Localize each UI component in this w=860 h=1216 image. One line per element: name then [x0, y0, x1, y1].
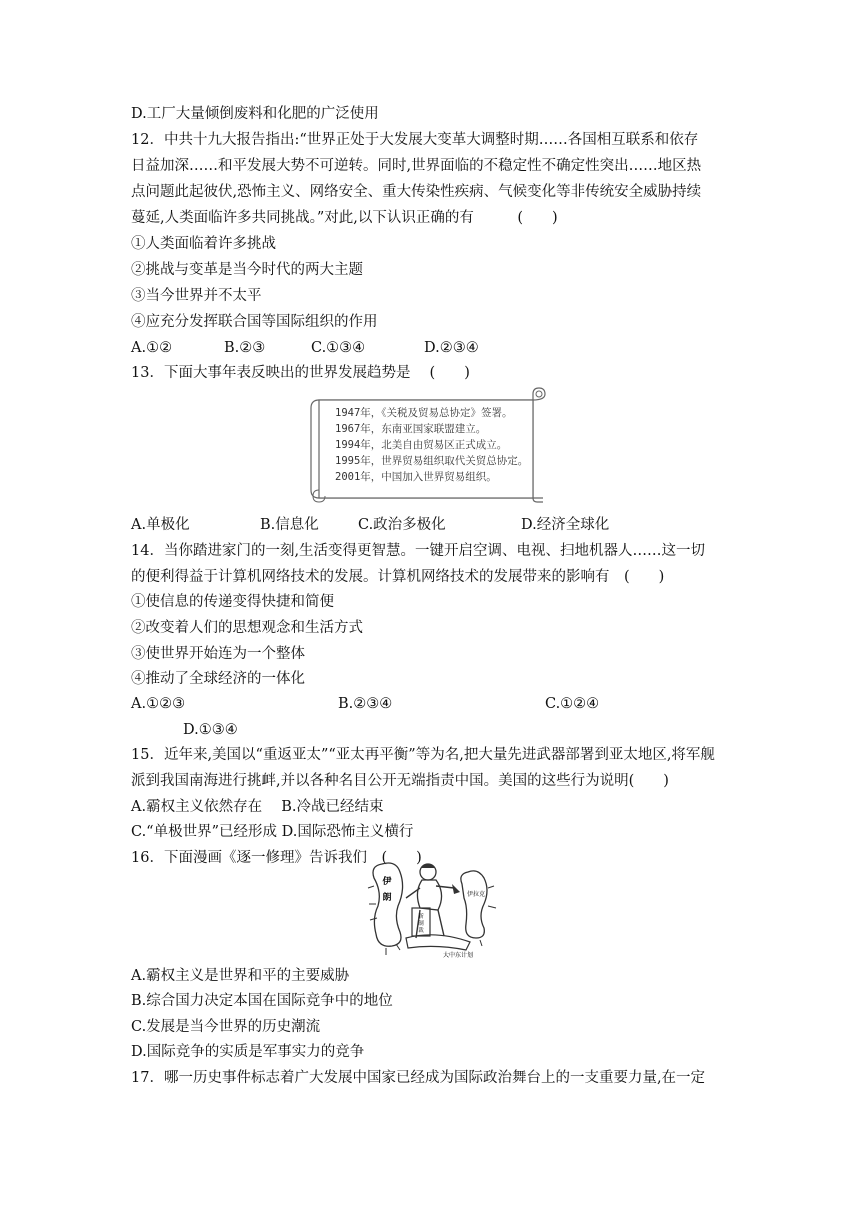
q14-option-b: B.②③④: [338, 696, 393, 712]
cartoon-label: 新: [418, 914, 424, 920]
q12-stem-line-1: 12．中共十九大报告指出:“世界正处于大发展大变革大调整时期……各国相互联系和依存: [131, 132, 699, 148]
q13-option-c: C.政治多极化: [358, 517, 446, 533]
q12-item-3: ③当今世界并不太平: [131, 288, 262, 304]
q16-option-c: C.发展是当今世界的历史潮流: [131, 1019, 321, 1035]
q16-option-b: B.综合国力决定本国在国际竞争中的地位: [131, 993, 393, 1009]
timeline-event: 1947年，《关税及贸易总协定》签署。: [335, 407, 513, 419]
q12-stem-line-2: 日益加深……和平发展大势不可逆转。同时,世界面临的不稳定性不确定性突出……地区热: [131, 158, 702, 174]
q15-stem-line-1: 15．近年来,美国以“重返亚太”“亚太再平衡”等为名,把大量先进武器部署到亚太地区,将军舰: [131, 747, 715, 763]
timeline-event: 1994年，北美自由贸易区正式成立。: [335, 439, 508, 451]
q16-stem: 16．下面漫画《逐一修理》告诉我们 ( ): [131, 850, 422, 866]
q14-item-4: ④推动了全球经济的一体化: [131, 671, 305, 687]
cartoon-label: 制: [418, 921, 424, 927]
q12-option-d: D.②③④: [424, 340, 479, 356]
q14-stem-line-1: 14．当你踏进家门的一刻,生活变得更智慧。一键开启空调、电视、扫地机器人……这一切: [131, 543, 706, 559]
q12-item-2: ②挑战与变革是当今时代的两大主题: [131, 262, 363, 278]
timeline-event: 1967年，东南亚国家联盟建立。: [335, 423, 487, 435]
q13-option-d: D.经济全球化: [521, 517, 610, 533]
q12-item-1: ①人类面临着许多挑战: [131, 236, 276, 252]
q13-option-b: B.信息化: [260, 517, 319, 533]
timeline-event: 1995年，世界贸易组织取代关贸总协定。: [335, 455, 529, 467]
q15-options-line-1: A.霸权主义依然存在 B.冷战已经结束: [131, 799, 384, 815]
q14-option-a: A.①②③: [131, 696, 186, 712]
q14-option-d: D.①③④: [183, 722, 238, 738]
timeline-event: 2001年，中国加入世界贸易组织。: [335, 471, 497, 483]
q15-stem-line-2: 派到我国南海进行挑衅,并以各种名目公开无端指责中国。美国的这些行为说明( ): [131, 773, 669, 789]
q17-stem-line-1: 17．哪一历史事件标志着广大发展中国家已经成为国际政治舞台上的一支重要力量,在一定: [131, 1070, 706, 1086]
cartoon-label: 大中东计划: [442, 952, 474, 959]
q12-option-b: B.②③: [224, 340, 266, 356]
cartoon-label: 朗: [382, 893, 392, 903]
q14-item-3: ③使世界开始连为一个整体: [131, 646, 305, 662]
q14-option-c: C.①②④: [545, 696, 600, 712]
q14-stem-line-2: 的便利得益于计算机网络技术的发展。计算机网络技术的发展带来的影响有 ( ): [131, 569, 665, 585]
cartoon-label: 伊: [382, 877, 392, 887]
q16-option-a: A.霸权主义是世界和平的主要威胁: [131, 968, 350, 984]
q13-option-a: A.单极化: [131, 517, 190, 533]
q12-option-a: A.①②: [131, 340, 173, 356]
q12-option-c: C.①③④: [311, 340, 366, 356]
q11-option-d: D.工厂大量倾倒废料和化肥的广泛使用: [131, 106, 379, 122]
q13-stem: 13．下面大事年表反映出的世界发展趋势是 ( ): [131, 365, 470, 381]
q15-options-line-2: C.“单极世界”已经形成 D.国际恐怖主义横行: [131, 824, 414, 840]
q12-item-4: ④应充分发挥联合国等国际组织的作用: [131, 314, 378, 330]
cartoon-label: 伊拉克: [466, 891, 486, 898]
timeline-events: [335, 405, 528, 485]
q12-stem-line-3: 点问题此起彼伏,恐怖主义、网络安全、重大传染性疾病、气候变化等非传统安全威胁持续: [131, 184, 702, 200]
q12-stem-line-4: 蔓延,人类面临许多共同挑战。”对此,以下认识正确的有 ( ): [131, 210, 558, 226]
cartoon-illustration: [366, 858, 500, 960]
cartoon-label: 裁: [418, 928, 424, 934]
q16-option-d: D.国际竞争的实质是军事实力的竞争: [131, 1044, 365, 1060]
q14-item-1: ①使信息的传递变得快捷和简便: [131, 594, 334, 610]
q14-item-2: ②改变着人们的思想观念和生活方式: [131, 620, 363, 636]
